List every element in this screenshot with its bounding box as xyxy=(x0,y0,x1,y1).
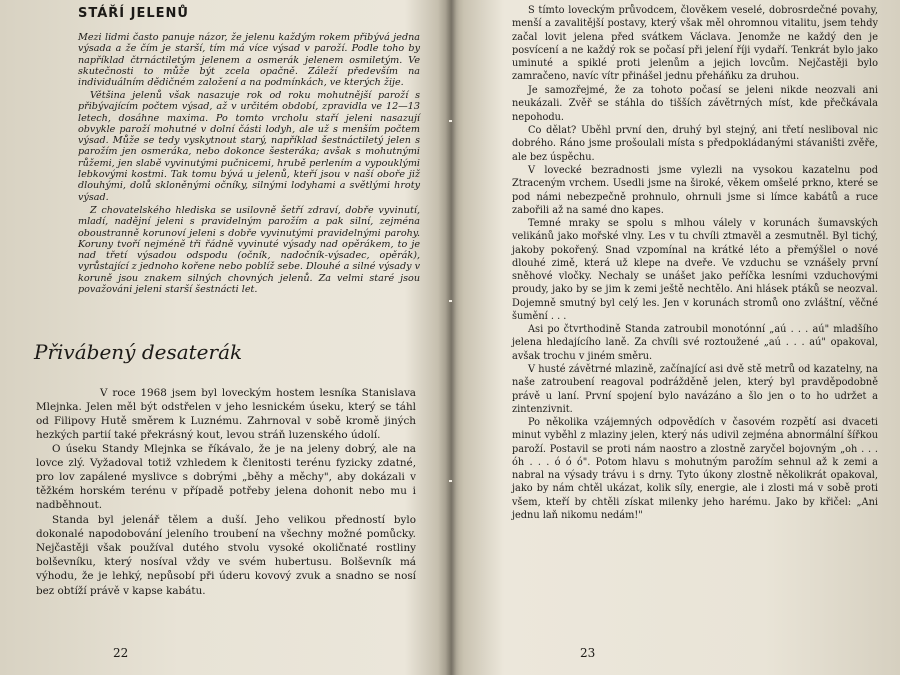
chapter-title: Přivábený desaterák xyxy=(34,340,243,364)
binding-stitch xyxy=(449,300,452,302)
body-paragraph: Je samozřejmé, že za tohoto počasí se jeleni nikde neozvali ani neukázali. Zvěř se stáhla do tišších závětrných míst, kde přečkávala nepohodu. xyxy=(512,85,878,123)
sidebar-paragraph: Z chovatelského hlediska se usilovně šetří zdraví, dobře vyvinutí, mladí, nadějní jeleni s pravidelným parožím a pak silní, zejména oboustranně korunoví jeleni s dobře vyvinutými pravidelnými parohy. Koruny tvoří nejméně tři řádně vyvinuté výsady nad opěrákem, to je nad třetí výsadou odspodu (očník, nadočník-výsadec, opěrák), vyrůstající z jednoho kořene nebo poblíž sebe. Dlouhé a silné výsady v koruně jsou znakem silných chovných jelenů. Za velmi staré jsou považováni jeleni starší šestnácti let. xyxy=(78,205,420,296)
sidebar-paragraph: Mezi lidmi často panuje názor, že jelenu každým rokem přibývá jedna výsada a že čím je starší, tím má více výsad v paroží. Podle toho by například čtrnáctiletým jelenem a osmerák jelenem osmiletým. Ve skutečnosti to může být zcela opačně. Záleží především na individuálním dědičném založení a na podmínkách, ve kterých žije. xyxy=(78,32,420,89)
body-paragraph: Temné mraky se spolu s mlhou válely v korunách šumavských velikánů jako mořské vlny. Les v tu chvíli ztmavěl a zesmutněl. Byl tichý, jakoby pokořený. Snad vzpomínal na krátké léto a přemýšlel o nové dlouhé zimě, která už klepe na dveře. Ve vzduchu se vznášely první sněhové vločky. Nechaly se unášet jako peříčka lesními vzduchovými proudy, jako by se jim k zemi ještě nechtělo. Ani hlásek ptáků se neozval. Dojemně smutný byl celý les. Jen v korunách stromů ono zvláštní, věčné šumění . . . xyxy=(512,218,878,322)
body-paragraph: V roce 1968 jsem byl loveckým hostem lesníka Stanislava Mlejnka. Jelen měl být odstřelen v jeho lesnickém úseku, který se táhl od Filipovy Hutě směrem k Luznému. Zahrnoval v sobě kromě jiných hezkých partií také překrásný kout, levou stráň luzenského údolí. xyxy=(36,387,416,442)
section-heading: STÁŘÍ JELENŮ xyxy=(78,6,189,21)
page-number: 23 xyxy=(580,646,596,660)
body-paragraph: S tímto loveckým průvodcem, člověkem veselé, dobrosrdečné povahy, menší a zavalitější postavy, který však měl ohromnou vitalitu, jsem tehdy začal lovit jelena před svátkem Václava. Jenomže ne každý den je posvícení a ne každý rok se počasí při jelení říji vydaří. Tenkrát bylo jako uminuté a spiklé proti jelenům a jejich lovcům. Nejčastěji bylo zamračeno, navíc vítr přinášel jednu přeháňku za druhou. xyxy=(512,5,878,83)
sidebar-paragraph: Většina jelenů však nasazuje rok od roku mohutnější paroží s přibývajícím počtem výsad, až v určitém období, zpravidla ve 12—13 letech, dosáhne maxima. Po tomto vrcholu staří jeleni nasazují obvykle paroží mohutné v dolní části lodyh, ale už s menším počtem výsad. Může se tedy vyskytnout starý, například šestnáctiletý jelen s parožím jen osmeráka, nebo dokonce šesteráka; avšak s mohutnými růžemi, jen slabě vyvinutými pučnicemi, hrubě perlením a vypouklými lebkovými kostmi. Tak tomu bývá u jelenů, kteří jsou v naší oboře již dlouhými, dolů skloněnými očníky, silnými lodyhami a světlými hroty výsad. xyxy=(78,90,420,203)
binding-stitch xyxy=(449,480,452,482)
body-paragraph: O úseku Standy Mlejnka se říkávalo, že je na jeleny dobrý, ale na lovce zlý. Vyžadoval totiž vzhledem k členitosti terénu fyzicky zdatné, pro lov zapálené myslivce s dobrými „běhy a měchy", aby dokázali v těžkém horském terénu v případě potřeby jelena dohonit nebo mu i nadběhnout. xyxy=(36,443,416,512)
page-number: 22 xyxy=(113,646,129,660)
right-page xyxy=(452,0,900,675)
body-paragraph: V husté závětrné mlazině, začínající asi dvě stě metrů od kazatelny, na naše zatroubení reagoval podrážděně jelen, který byl pravděpodobně právě u laní. První spojení bylo navázáno a šlo jen o to ho udržet a zintenzivnit. xyxy=(512,364,878,415)
body-paragraph: V lovecké bezradnosti jsme vylezli na vysokou kazatelnu pod Ztraceným vrchem. Usedli jsme na široké, věkem omšelé prkno, které se pod námi nebezpečně prohnulo, ohrnuli jsme si límce kabátů a ruce zabořili až na samé dno kapes. xyxy=(512,165,878,216)
body-paragraph: Co dělat? Uběhl první den, druhý byl stejný, ani třetí nesliboval nic dobrého. Ráno jsme prošoulali místa s předpokládanými stávaništi zvěře, ale bez úspěchu. xyxy=(512,125,878,163)
body-paragraph: Standa byl jelenář tělem a duší. Jeho velikou předností bylo dokonalé napodobování jeleního troubení na všechny možné pomůcky. Nejčastěji však používal dutého stvolu vysoké okoličnaté rostliny bolševníku, který nosíval vždy ve svém hubertusu. Bolševník má výhodu, že je lehký, nepůsobí při úderu kovový zvuk a snadno se nosí bez obtíží právě v kapse kabátu. xyxy=(36,514,416,597)
body-paragraph: Po několika vzájemných odpovědích v časovém rozpětí asi dvaceti minut vyběhl z mlaziny jelen, který nás udivil zejména abnormální šířkou paroží. Postavil se proti nám naostro a zlostně zaryčel bojovným „oh . . . óh . . . ó ó ó". Potom hlavu s mohutným parožím sehnul až k zemi a nabral na výsady trávu i s drny. Tyto úkony zlostně několikrát opakoval, jako by nám chtěl ukázat, kolik síly, energie, ale i zlosti má v sobě proti všem, kteří by chtěli získat milenky jeho harému. Jako by křičel: „Ani jednu laň nikomu nedám!" xyxy=(512,417,878,521)
body-paragraph: Asi po čtvrthodině Standa zatroubil monotónní „aú . . . aú" mladšího jelena hledajícího laně. Za chvíli své roztoužené „aú . . . aú" opakoval, avšak trochu v jiném směru. xyxy=(512,324,878,362)
binding-stitch xyxy=(449,120,452,122)
